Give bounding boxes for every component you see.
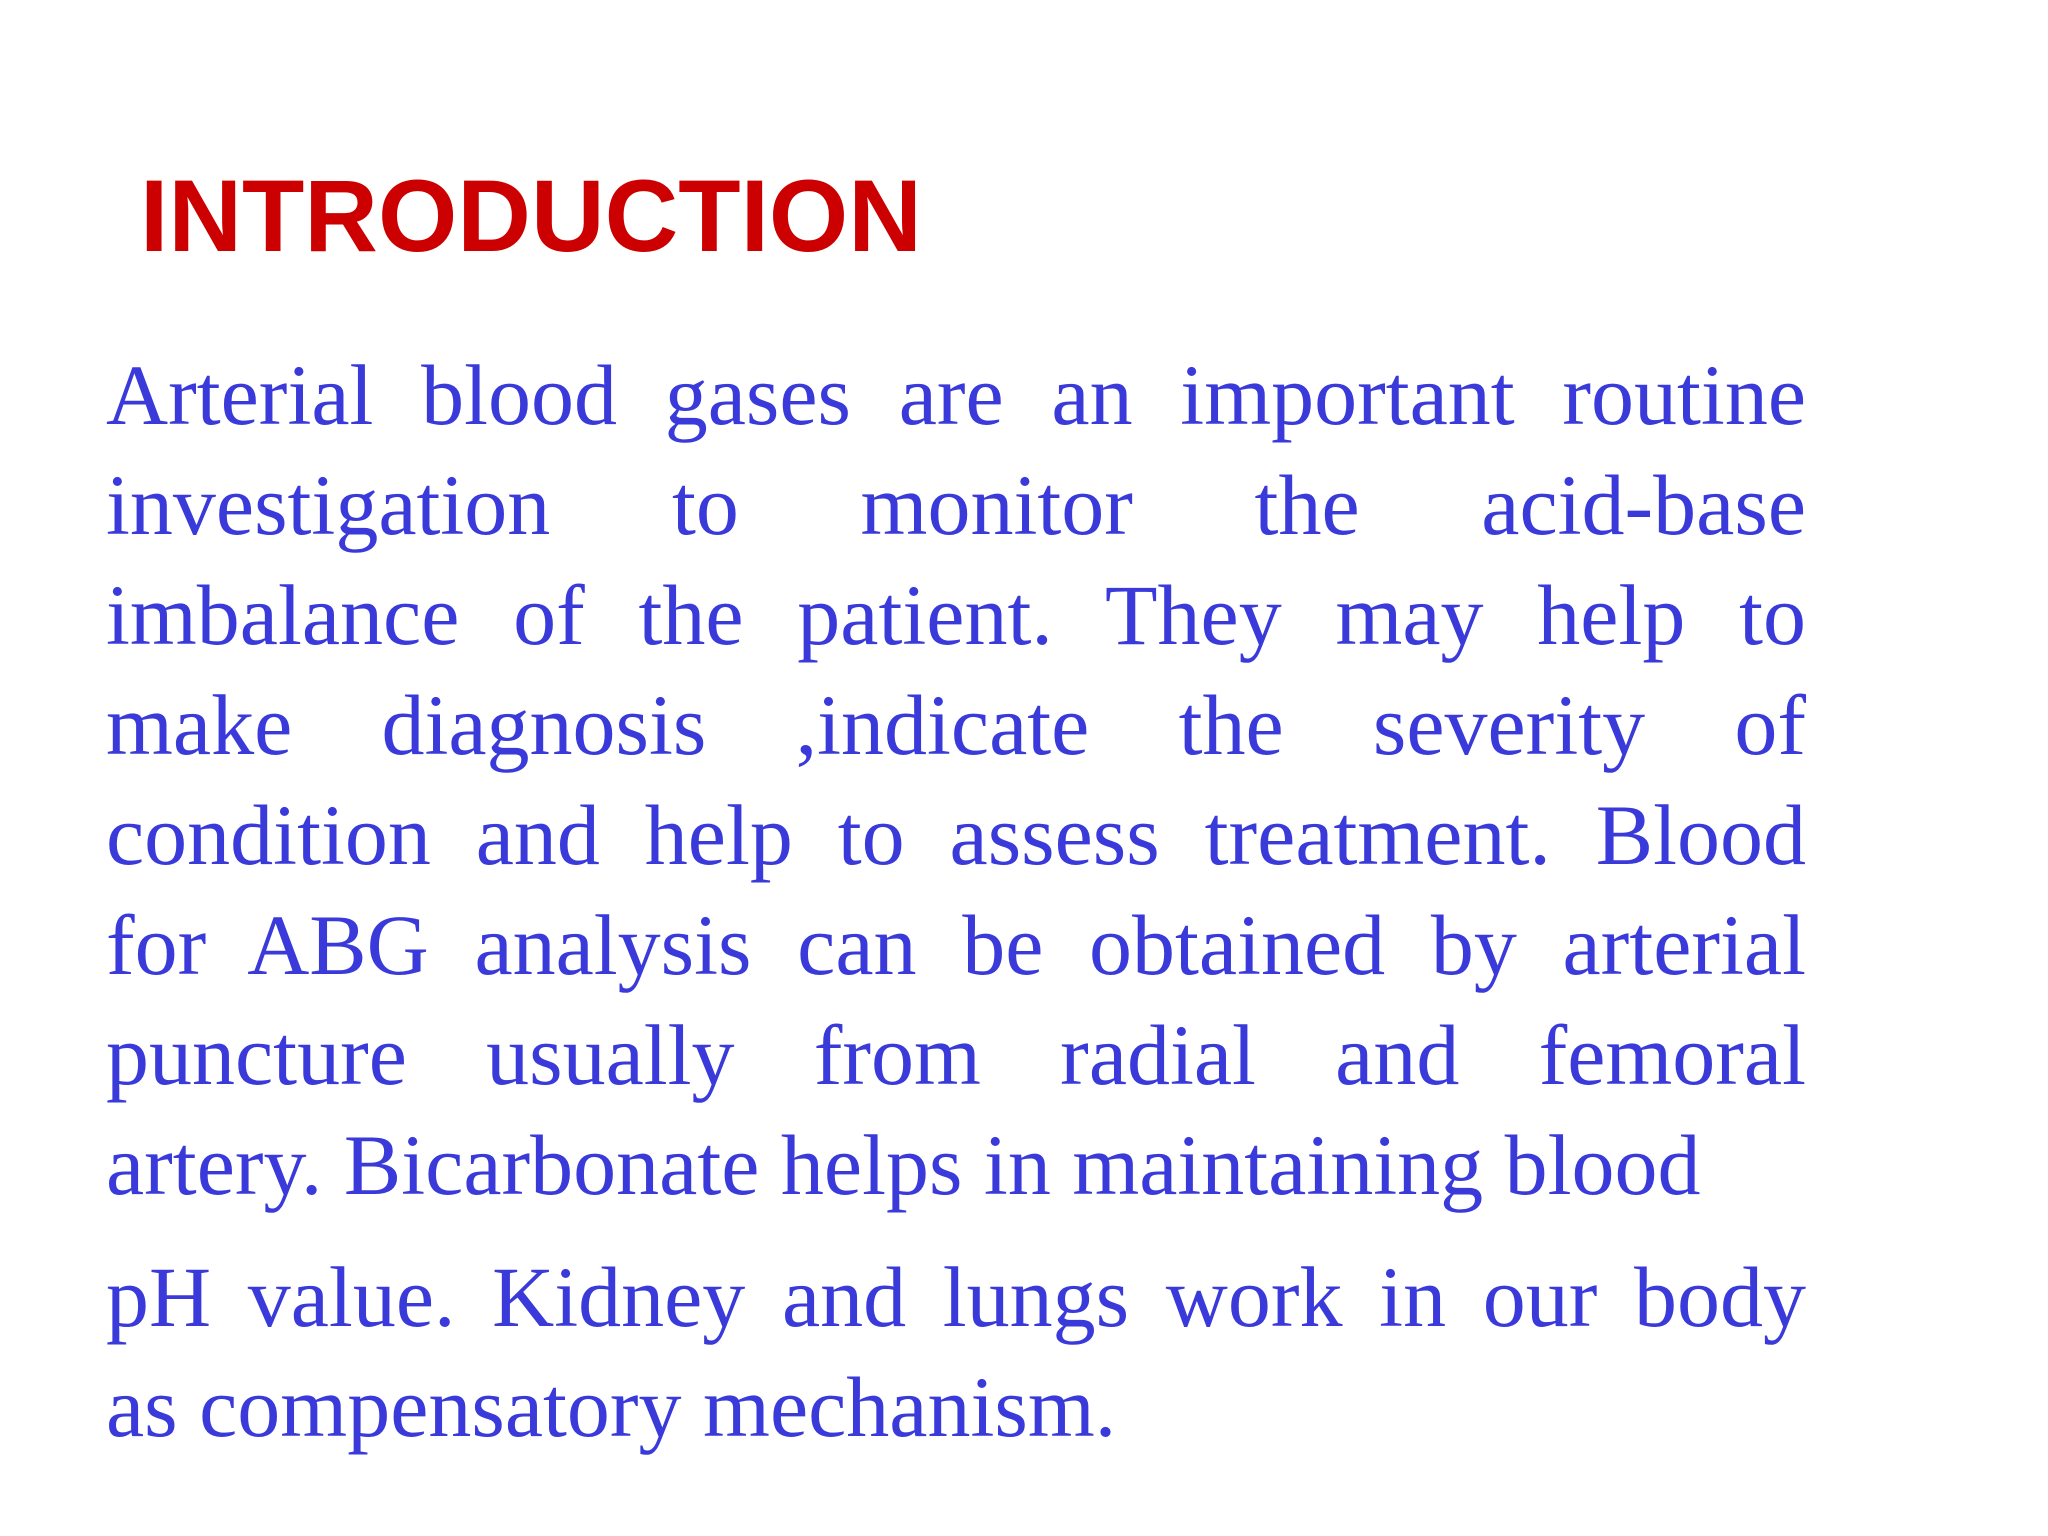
slide-title: INTRODUCTION bbox=[140, 159, 922, 273]
body-line: Arterial blood gases are an important routine bbox=[106, 347, 1806, 443]
body-line: imbalance of the patient. They may help to bbox=[106, 567, 1806, 663]
body-line: puncture usually from radial and femoral bbox=[106, 1007, 1806, 1103]
body-line: for ABG analysis can be obtained by arterial bbox=[106, 897, 1806, 993]
slide-body bbox=[106, 340, 1806, 1462]
body-line: pH value. Kidney and lungs work in our body bbox=[106, 1249, 1806, 1345]
body-line: condition and help to assess treatment. Blood bbox=[106, 787, 1806, 883]
body-line: as compensatory mechanism. bbox=[106, 1359, 1117, 1455]
body-line: make diagnosis ,indicate the severity of bbox=[106, 677, 1806, 773]
body-line: artery. Bicarbonate helps in maintaining blood bbox=[106, 1117, 1701, 1213]
body-line: investigation to monitor the acid-base bbox=[106, 457, 1806, 553]
